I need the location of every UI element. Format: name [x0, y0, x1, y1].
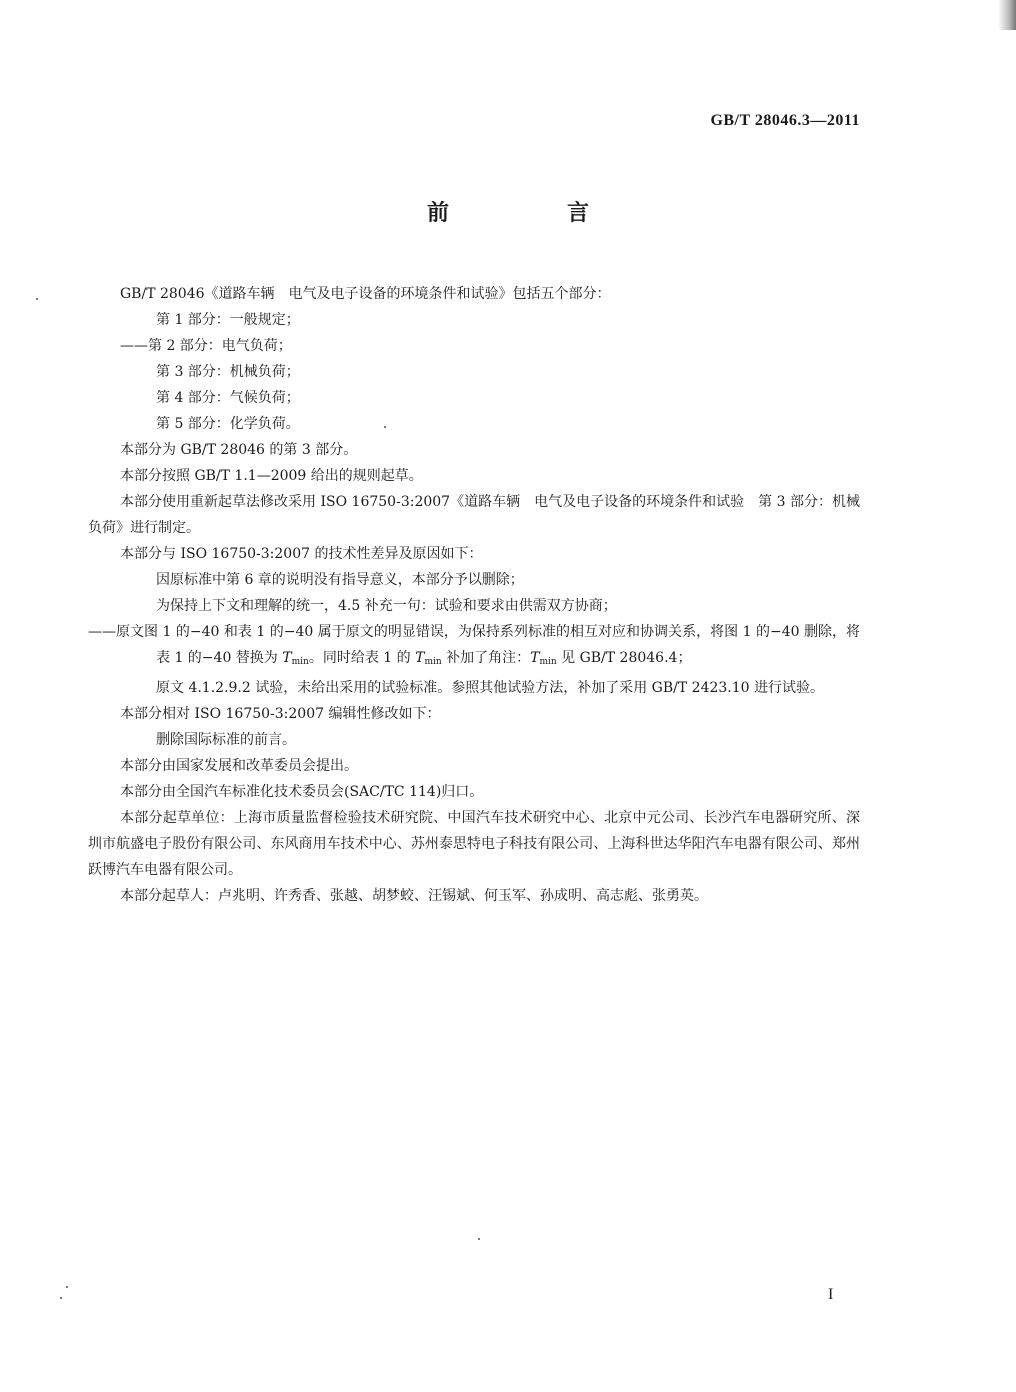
- tech-diff-item-3: [88, 619, 860, 675]
- tmin-sub: min: [424, 657, 442, 667]
- standard-number: GB/T 28046.3—2011: [710, 112, 860, 129]
- tech-diff-item-4: 原文 4.1.2.9.2 试验，未给出采用的试验标准。参照其他试验方法，补加了采用 GB/T 2423.10 进行试验。: [156, 680, 825, 696]
- tech-diff-item-2: 为保持上下文和理解的统一，4.5 补充一句：试验和要求由供需双方协商；: [156, 598, 617, 614]
- tmin-var: T: [282, 650, 292, 666]
- part-item-1: 第 1 部分：一般规定；: [156, 312, 300, 328]
- scan-speck: [478, 1238, 480, 1240]
- adoption-paragraph: 本部分使用重新起草法修改采用 ISO 16750-3:2007《道路车辆 电气及电子设备的环境条件和试验 第 3 部分：机械负荷》进行制定。: [88, 494, 860, 536]
- this-part-paragraph: 本部分为 GB/T 28046 的第 3 部分。: [120, 442, 358, 458]
- part-item-2: ——第 2 部分：电气负荷；: [120, 338, 292, 354]
- scan-speck: [36, 298, 38, 300]
- drafters-paragraph: 本部分起草人：卢兆明、许秀香、张越、胡梦蛟、汪锡斌、何玉军、孙成明、高志彪、张勇英。: [120, 888, 708, 904]
- foreword-body: [88, 281, 860, 909]
- tech-diff-3-text-d: 见 GB/T 28046.4；: [556, 650, 692, 666]
- tmin-var: T: [415, 650, 425, 666]
- tech-diff-3-text-c: 补加了角注：: [441, 650, 531, 666]
- part-item-5: 第 5 部分：化学负荷。: [156, 416, 300, 432]
- editorial-paragraph: 本部分相对 ISO 16750-3:2007 编辑性修改如下：: [120, 706, 441, 722]
- drafting-rules-paragraph: 本部分按照 GB/T 1.1—2009 给出的规则起草。: [120, 468, 423, 484]
- page-title: 前 言: [426, 201, 637, 226]
- proposed-paragraph: 本部分由国家发展和改革委员会提出。: [120, 758, 358, 774]
- part-item-3: 第 3 部分：机械负荷；: [156, 364, 300, 380]
- centralized-paragraph: 本部分由全国汽车标准化技术委员会(SAC/TC 114)归口。: [120, 784, 484, 800]
- tmin-sub: min: [539, 657, 557, 667]
- scan-edge-shadow: [998, 0, 1016, 30]
- intro-paragraph: GB/T 28046《道路车辆 电气及电子设备的环境条件和试验》包括五个部分：: [120, 286, 611, 302]
- tech-diff-3-text-a: ——原文图 1 的−40 和表 1 的−40 属于原文的明显错误，为保持系列标准的相互对应和协调关系，将图 1 的−40 删除，将表 1 的−40 替换为: [88, 624, 860, 666]
- editorial-item-1: 删除国际标准的前言。: [156, 732, 296, 748]
- scan-speck: [384, 426, 386, 428]
- tech-diff-item-1: 因原标准中第 6 章的说明没有指导意义，本部分予以删除；: [156, 572, 524, 588]
- tmin-var: T: [530, 650, 540, 666]
- page-number: I: [828, 1286, 834, 1303]
- tech-diff-3-text-b: 。同时给表 1 的: [308, 650, 416, 666]
- part-item-4: 第 4 部分：气候负荷；: [156, 390, 300, 406]
- tmin-sub: min: [291, 657, 309, 667]
- scan-speck: [66, 1286, 68, 1288]
- tech-diff-paragraph: 本部分与 ISO 16750-3:2007 的技术性差异及原因如下：: [120, 546, 483, 562]
- scan-speck: [60, 1297, 62, 1299]
- drafting-units-paragraph: 本部分起草单位：上海市质量监督检验技术研究院、中国汽车技术研究中心、北京中元公司、长沙汽车电器研究所、深圳市航盛电子股份有限公司、东风商用车技术中心、苏州泰思特电子科技有限公司、上海科世达华阳汽车电器有限公司、郑州跃博汽车电器有限公司。: [88, 810, 860, 878]
